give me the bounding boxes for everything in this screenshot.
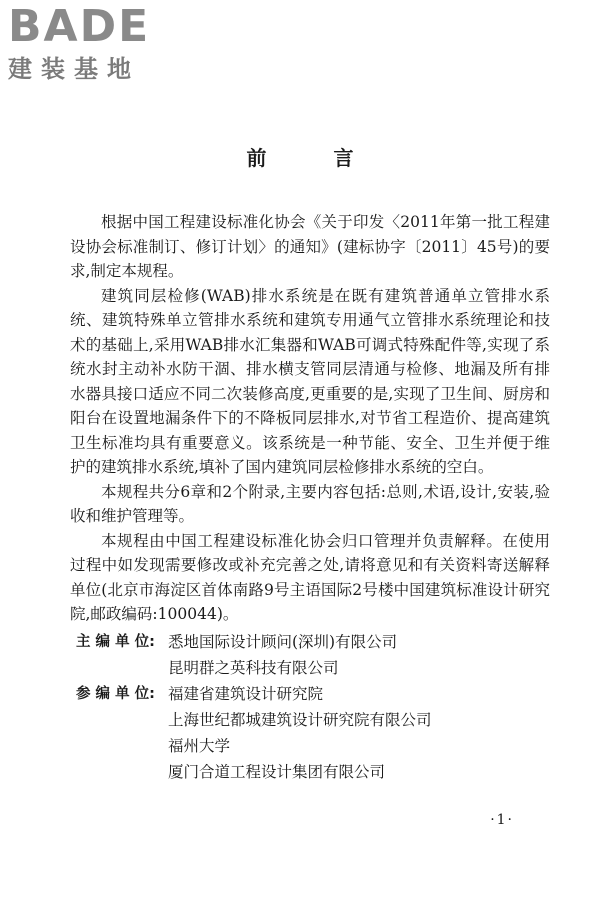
participating-editor-unit: 厦门合道工程设计集团有限公司: [168, 762, 386, 781]
participating-editor-list: [168, 681, 550, 785]
participating-editor-unit: 福建省建筑设计研究院: [168, 684, 324, 703]
participating-editor-unit: 福州大学: [168, 736, 231, 755]
preface-body: [70, 210, 550, 785]
chief-editor-unit: 昆明群之英科技有限公司: [168, 658, 339, 677]
chief-editor-label: 主 编 单 位:: [76, 633, 155, 650]
page-title: 前 言: [246, 146, 384, 170]
participating-editor-unit: 上海世纪都城建筑设计研究院有限公司: [168, 710, 432, 729]
chief-editor-list: [168, 629, 550, 681]
paragraph: 本规程由中国工程建设标准化协会归口管理并负责解释。在使用过程中如发现需要修改或补充完善之处,请将意见和有关资料寄送解释单位(北京市海淀区首体南路9号主语国际2号楼中国建筑标准设计研究院,邮政编码:100044)。: [70, 531, 550, 623]
logo-mark: BADE: [8, 1, 151, 52]
chief-editor-row: [70, 629, 550, 681]
participating-editor-row: [70, 681, 550, 785]
paragraph: 本规程共分6章和2个附录,主要内容包括:总则,术语,设计,安装,验收和维护管理等。: [70, 482, 550, 525]
chief-editor-unit: 悉地国际设计顾问(深圳)有限公司: [168, 632, 398, 651]
paragraph: 建筑同层检修(WAB)排水系统是在既有建筑普通单立管排水系统、建筑特殊单立管排水系统和建筑专用通气立管排水系统理论和技术的基础上,采用WAB排水汇集器和WAB可调式特殊配件等,实现了系统水封主动补水防干涸、排水横支管同层清通与检修、地漏及所有排水器具接口适应不同二次装修高度,更重要的是,实现了卫生间、厨房和阳台在设置地漏条件下的不降板同层排水,对节省工程造价、提高建筑卫生标准均具有重要意义。该系统是一种节能、安全、卫生并便于维护的建筑排水系统,填补了国内建筑同层检修排水系统的空白。: [70, 286, 550, 476]
paragraph: 根据中国工程建设标准化协会《关于印发〈2011年第一批工程建设协会标准制订、修订计划〉的通知》(建标协字〔2011〕45号)的要求,制定本规程。: [70, 213, 550, 280]
participating-editor-label: 参 编 单 位:: [76, 685, 155, 702]
bade-logo: [8, 1, 178, 84]
logo-subtitle: 建装基地: [8, 55, 140, 83]
page-number: ·1·: [490, 812, 514, 828]
editor-units: [70, 629, 550, 785]
